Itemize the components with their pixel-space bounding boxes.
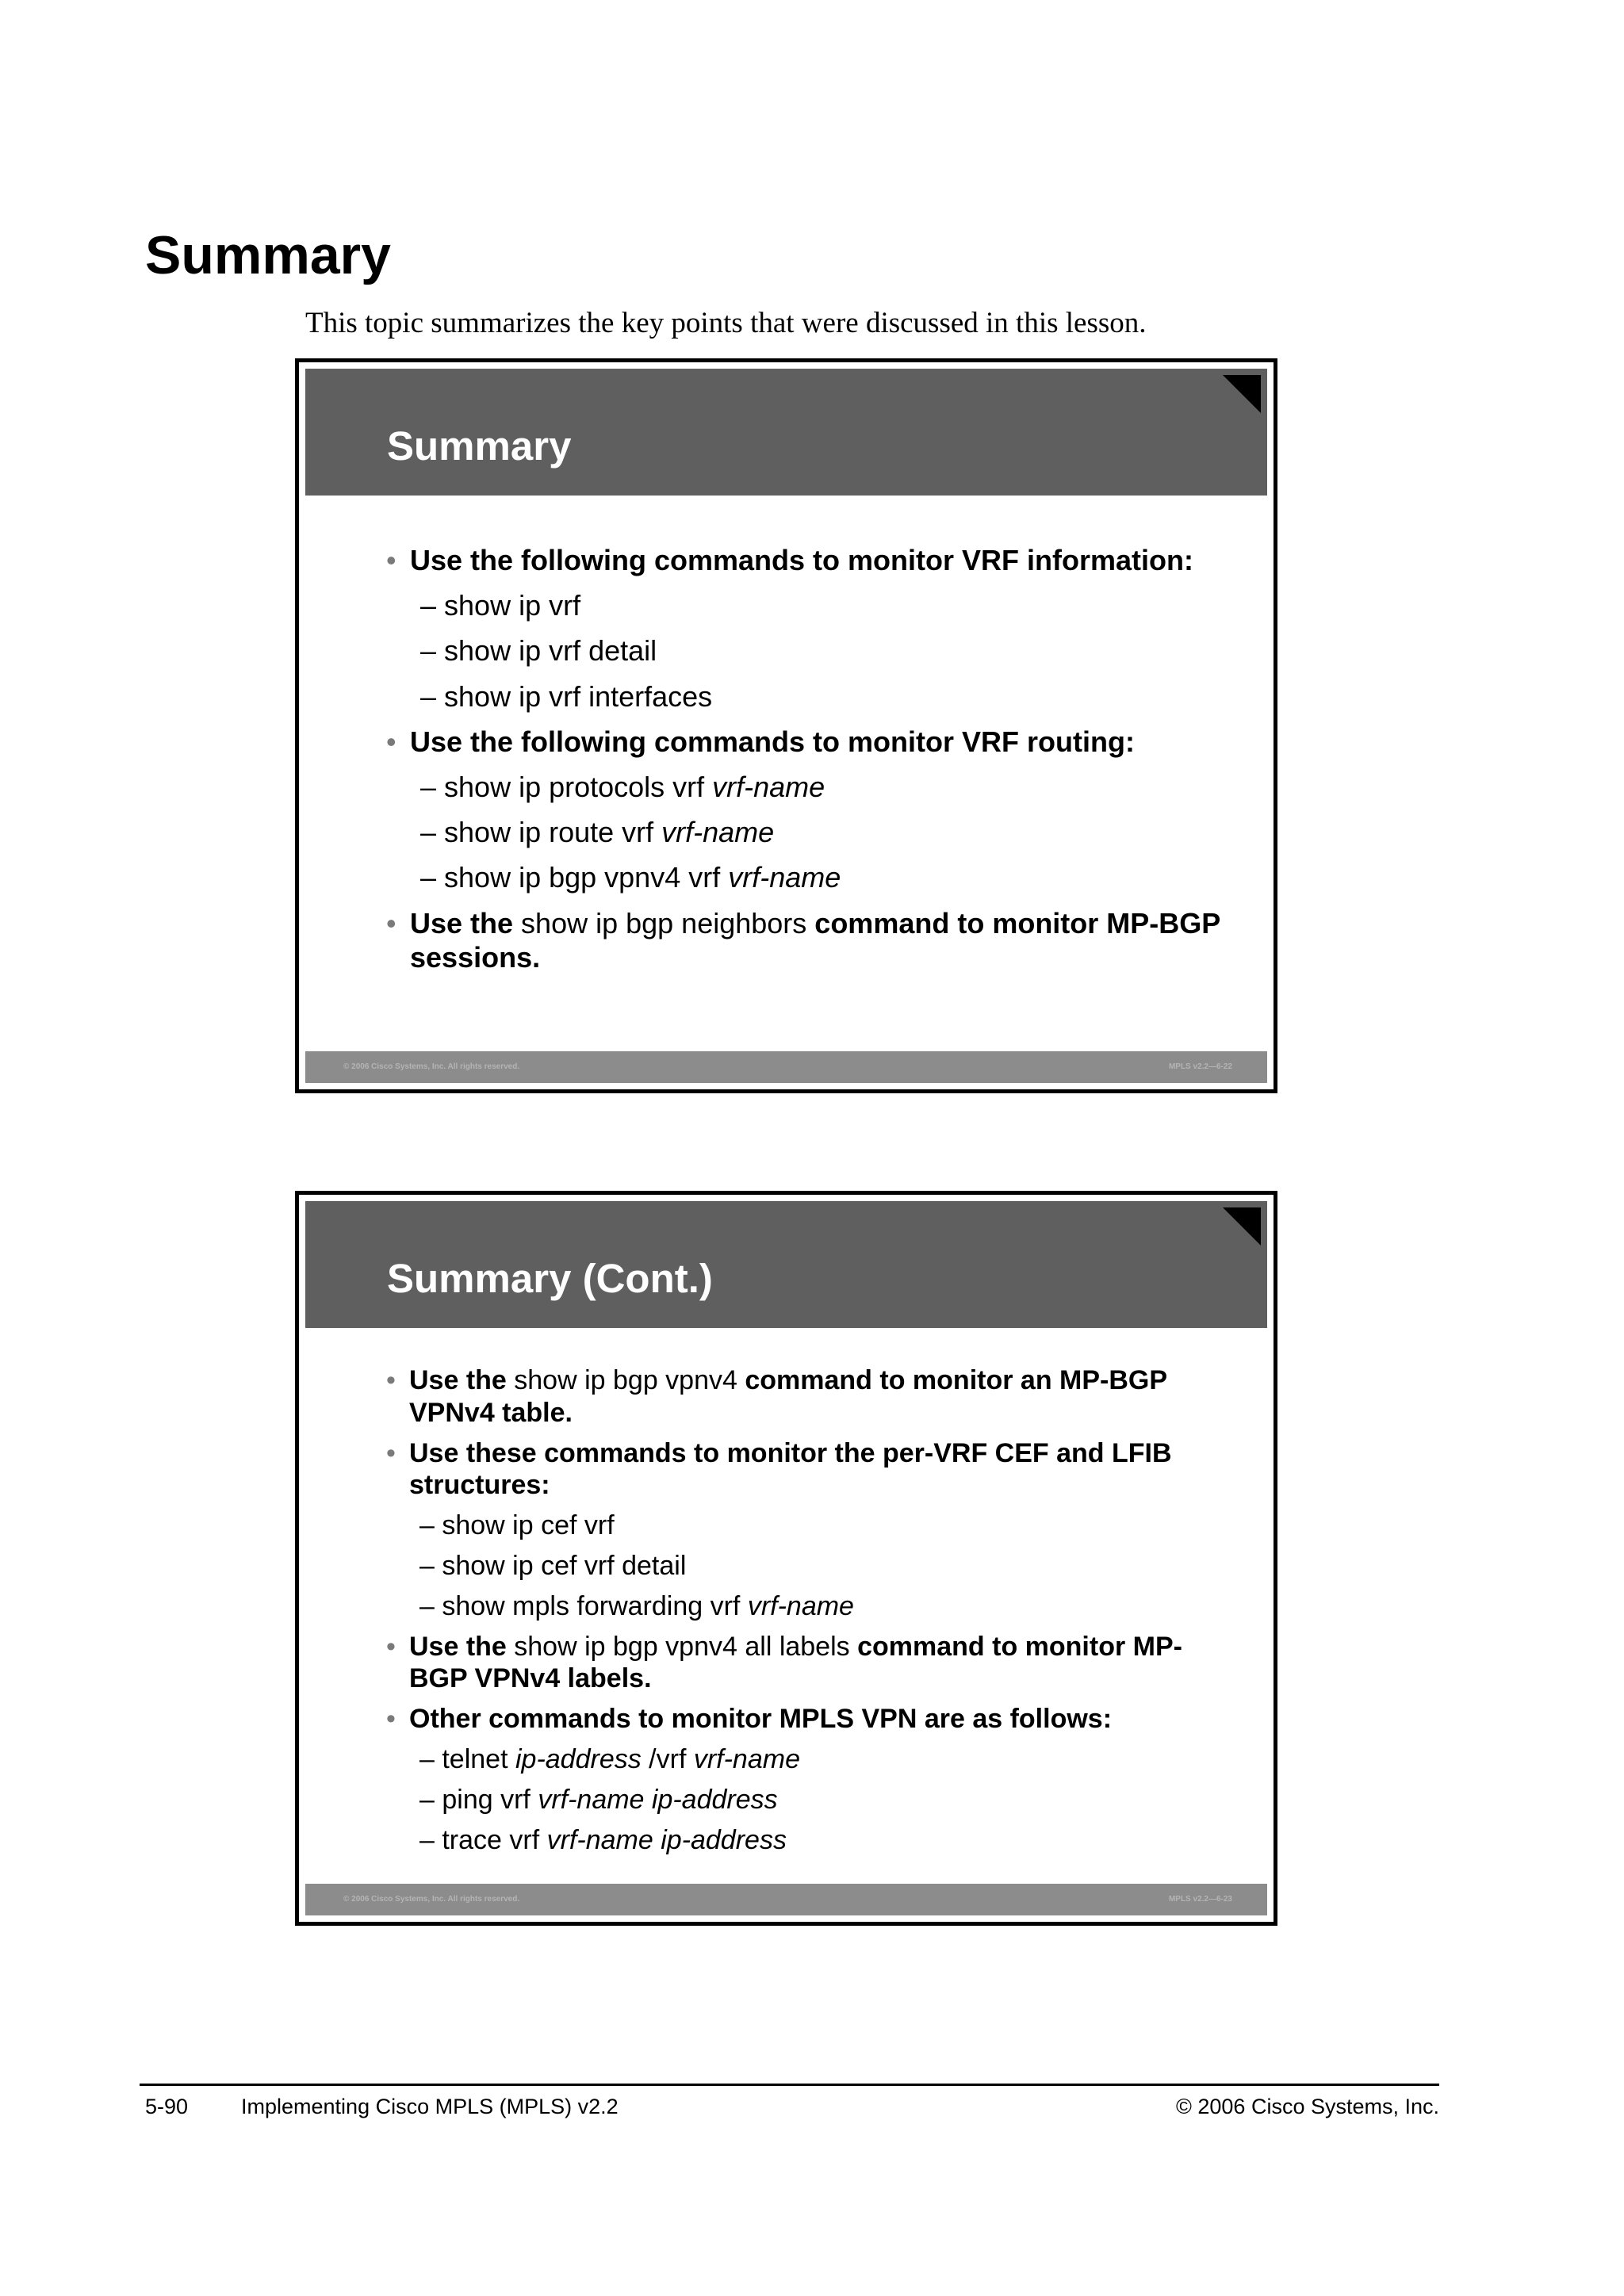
text-run: – show mpls forwarding vrf xyxy=(419,1590,748,1621)
corner-triangle-icon xyxy=(1223,375,1261,413)
bullet-item xyxy=(385,1364,1226,1429)
corner-triangle-icon xyxy=(1223,1207,1261,1246)
sub-item xyxy=(385,588,1226,622)
text-run: vrf-name xyxy=(693,1743,800,1774)
bullet-item xyxy=(385,906,1226,974)
sub-item xyxy=(385,679,1226,714)
text-run: vrf-name ip-address xyxy=(546,1824,787,1855)
text-run: – show ip vrf interfaces xyxy=(420,679,713,713)
text-run: vrf-name ip-address xyxy=(538,1784,778,1815)
bullet-item xyxy=(385,725,1226,759)
intro-text: This topic summarizes the key points that were discussed in this lesson. xyxy=(305,307,1147,339)
sub-item xyxy=(385,1510,1226,1542)
footer-rule xyxy=(140,2084,1439,2086)
text-run: vrf-name xyxy=(747,1590,854,1621)
slide-bullet-list xyxy=(385,543,1226,985)
page-title: Summary xyxy=(145,225,391,285)
sub-item xyxy=(385,1550,1226,1582)
page-number: 5-90 xyxy=(145,2095,189,2118)
text-run: show ip bgp vpnv4 xyxy=(506,1365,745,1395)
slide-copyright: © 2006 Cisco Systems, Inc. All rights reserved. xyxy=(343,1895,520,1904)
text-run: vrf-name xyxy=(712,770,825,803)
text-run: – telnet xyxy=(419,1743,515,1774)
slide-summary-cont xyxy=(295,1191,1277,1926)
sub-item xyxy=(385,815,1226,849)
bullet-item xyxy=(385,1631,1226,1696)
course-title: Implementing Cisco MPLS (MPLS) v2.2 xyxy=(241,2095,619,2118)
text-run: command to monitor an MP-BGP VPNv4 table. xyxy=(409,1365,1167,1428)
sub-item xyxy=(385,633,1226,668)
text-run: /vrf xyxy=(641,1743,694,1774)
sub-item xyxy=(385,1590,1226,1623)
slide-summary xyxy=(295,358,1277,1093)
text-run: Use the following commands to monitor VRF routing: xyxy=(410,725,1135,758)
slide-code: MPLS v2.2—6-23 xyxy=(1168,1895,1232,1904)
text-run: show ip bgp neighbors xyxy=(513,906,815,939)
sub-item xyxy=(385,1784,1226,1816)
text-run: – show ip cef vrf xyxy=(419,1510,615,1541)
slide-bullet-list xyxy=(385,1364,1226,1864)
text-run: vrf-name xyxy=(728,861,841,894)
text-run: show ip bgp vpnv4 all labels xyxy=(506,1631,858,1662)
slide-title: Summary (Cont.) xyxy=(387,1256,713,1301)
text-run: – show ip route vrf xyxy=(420,816,662,849)
text-run: Use the following commands to monitor VRF information: xyxy=(410,544,1193,576)
slide-code: MPLS v2.2—6-22 xyxy=(1168,1062,1232,1071)
page-copyright: © 2006 Cisco Systems, Inc. xyxy=(1175,2095,1439,2118)
text-run: – ping vrf xyxy=(419,1784,538,1815)
sub-item xyxy=(385,1824,1226,1857)
bullet-item xyxy=(385,1437,1226,1502)
bullet-item xyxy=(385,1703,1226,1735)
text-run: – show ip bgp vpnv4 vrf xyxy=(420,861,729,894)
slide-footer xyxy=(305,1884,1267,1915)
text-run: – show ip vrf xyxy=(420,589,581,622)
text-run: Use the xyxy=(409,1365,507,1395)
sub-item xyxy=(385,1743,1226,1776)
text-run: Use the xyxy=(409,1631,507,1662)
text-run: command to monitor MP-BGP sessions. xyxy=(410,906,1220,974)
text-run: Use the xyxy=(410,906,514,939)
slide-title-band xyxy=(305,369,1267,496)
text-run: – show ip protocols vrf xyxy=(420,770,713,803)
sub-item xyxy=(385,860,1226,894)
text-run: Use these commands to monitor the per-VRF CEF and LFIB structures: xyxy=(409,1437,1172,1501)
text-run: ip-address xyxy=(515,1743,642,1774)
text-run: – show ip cef vrf detail xyxy=(419,1550,687,1581)
bullet-item xyxy=(385,543,1226,577)
sub-item xyxy=(385,770,1226,804)
text-run: vrf-name xyxy=(661,816,775,849)
slide-footer xyxy=(305,1051,1267,1083)
text-run: – show ip vrf detail xyxy=(420,634,657,668)
slide-title-band xyxy=(305,1201,1267,1328)
text-run: command to monitor MP-BGP VPNv4 labels. xyxy=(409,1631,1182,1694)
slide-copyright: © 2006 Cisco Systems, Inc. All rights reserved. xyxy=(343,1062,520,1071)
text-run: Other commands to monitor MPLS VPN are as follows: xyxy=(409,1704,1113,1735)
text-run: – trace vrf xyxy=(419,1824,547,1855)
slide-title: Summary xyxy=(387,423,572,469)
